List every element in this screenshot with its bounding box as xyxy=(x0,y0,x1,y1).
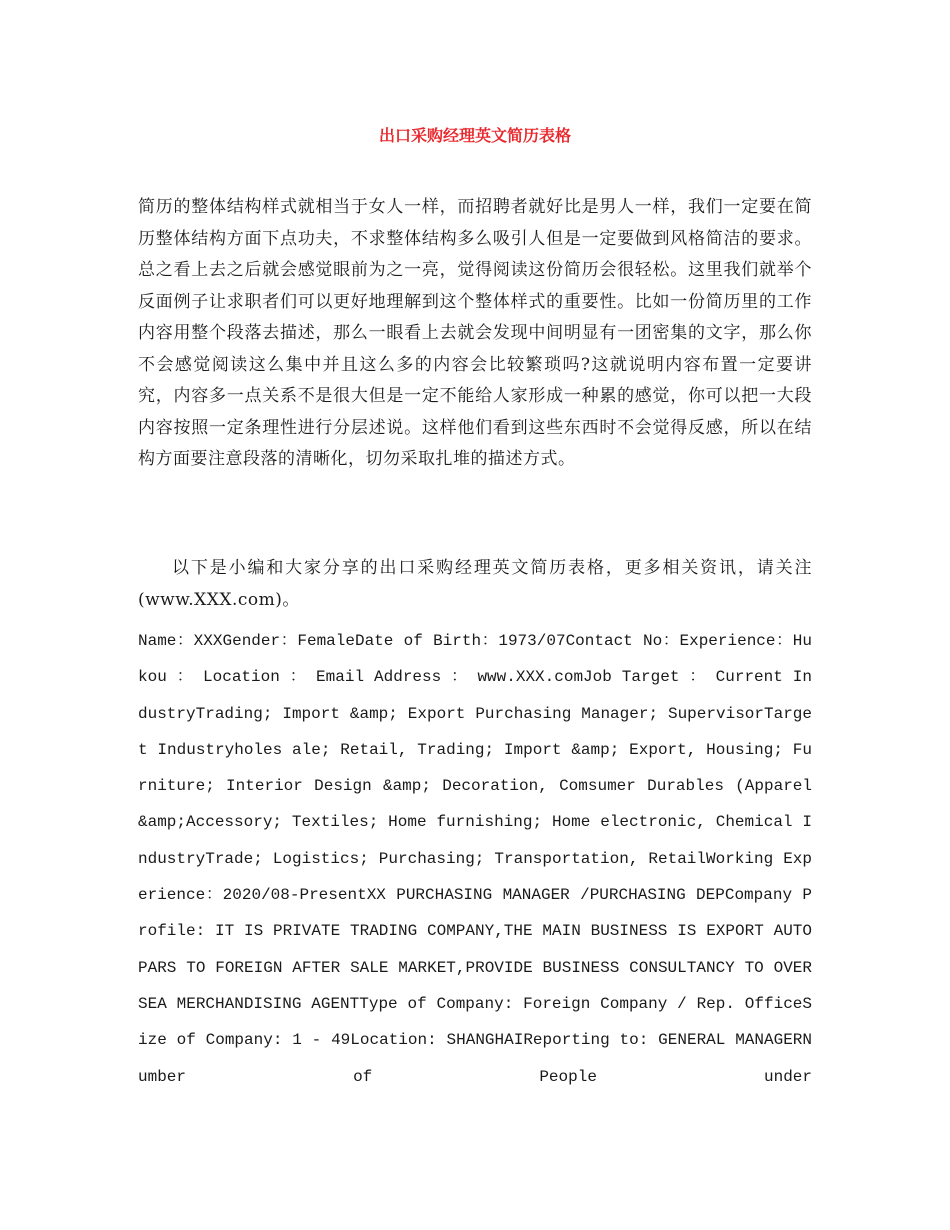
resume-text: Name：XXXGender：FemaleDate of Birth：1973/07Contact No：Experience：Hukou ： Location ： Email Address ： www.XXX.comJob Target ： Current IndustryTrading; Import &amp; Export Purchasing Manager; SupervisorTarget Industryholes ale; Retail, Trading; Import &amp; Export, Housing; Furniture; Interior Design &amp; Decoration, Comsumer Durables (Apparel &amp;Accessory; Textiles; Home furnishing; Home electronic, Chemical IndustryTrade; Logistics; Purchasing; Transportation, RetailWorking Experience：2020/08-PresentXX PURCHASING MANAGER /PURCHASING DEPCompany Profile: IT IS PRIVATE TRADING COMPANY,THE MAIN BUSINESS IS EXPORT AUTO PARS TO FOREIGN AFTER SALE MARKET,PROVIDE BUSINESS CONSULTANCY TO OVERSEA MERCHANDISING AGENTType of Company: Foreign Company / Rep. OfficeSize of Company: 1 - 49Location: SHANGHAIReporting to: GENERAL MANAGERNumber of People under xyxy=(138,632,813,1086)
share-paragraph: 以下是小编和大家分享的出口采购经理英文简历表格，更多相关资讯，请关注(www.XXX.com)。 xyxy=(138,558,812,610)
document-title: 出口采购经理英文简历表格 xyxy=(378,126,571,145)
document-page xyxy=(138,0,812,1230)
intro-paragraph: 简历的整体结构样式就相当于女人一样，而招聘者就好比是男人一样，我们一定要在简历整体结构方面下点功夫，不求整体结构多么吸引人但是一定要做到风格简洁的要求。总之看上去之后就会感觉眼前为之一亮，觉得阅读这份简历会很轻松。这里我们就举个反面例子让求职者们可以更好地理解到这个整体样式的重要性。比如一份简历里的工作内容用整个段落去描述，那么一眼看上去就会发现中间明显有一团密集的文字，那么你不会感觉阅读这么集中并且这么多的内容会比较繁琐吗?这就说明内容布置一定要讲究，内容多一点关系不是很大但是一定不能给人家形成一种累的感觉，你可以把一大段内容按照一定条理性进行分层述说。这样他们看到这些东西时不会觉得反感，所以在结构方面要注意段落的清晰化，切勿采取扎堆的描述方式。 xyxy=(138,197,812,469)
